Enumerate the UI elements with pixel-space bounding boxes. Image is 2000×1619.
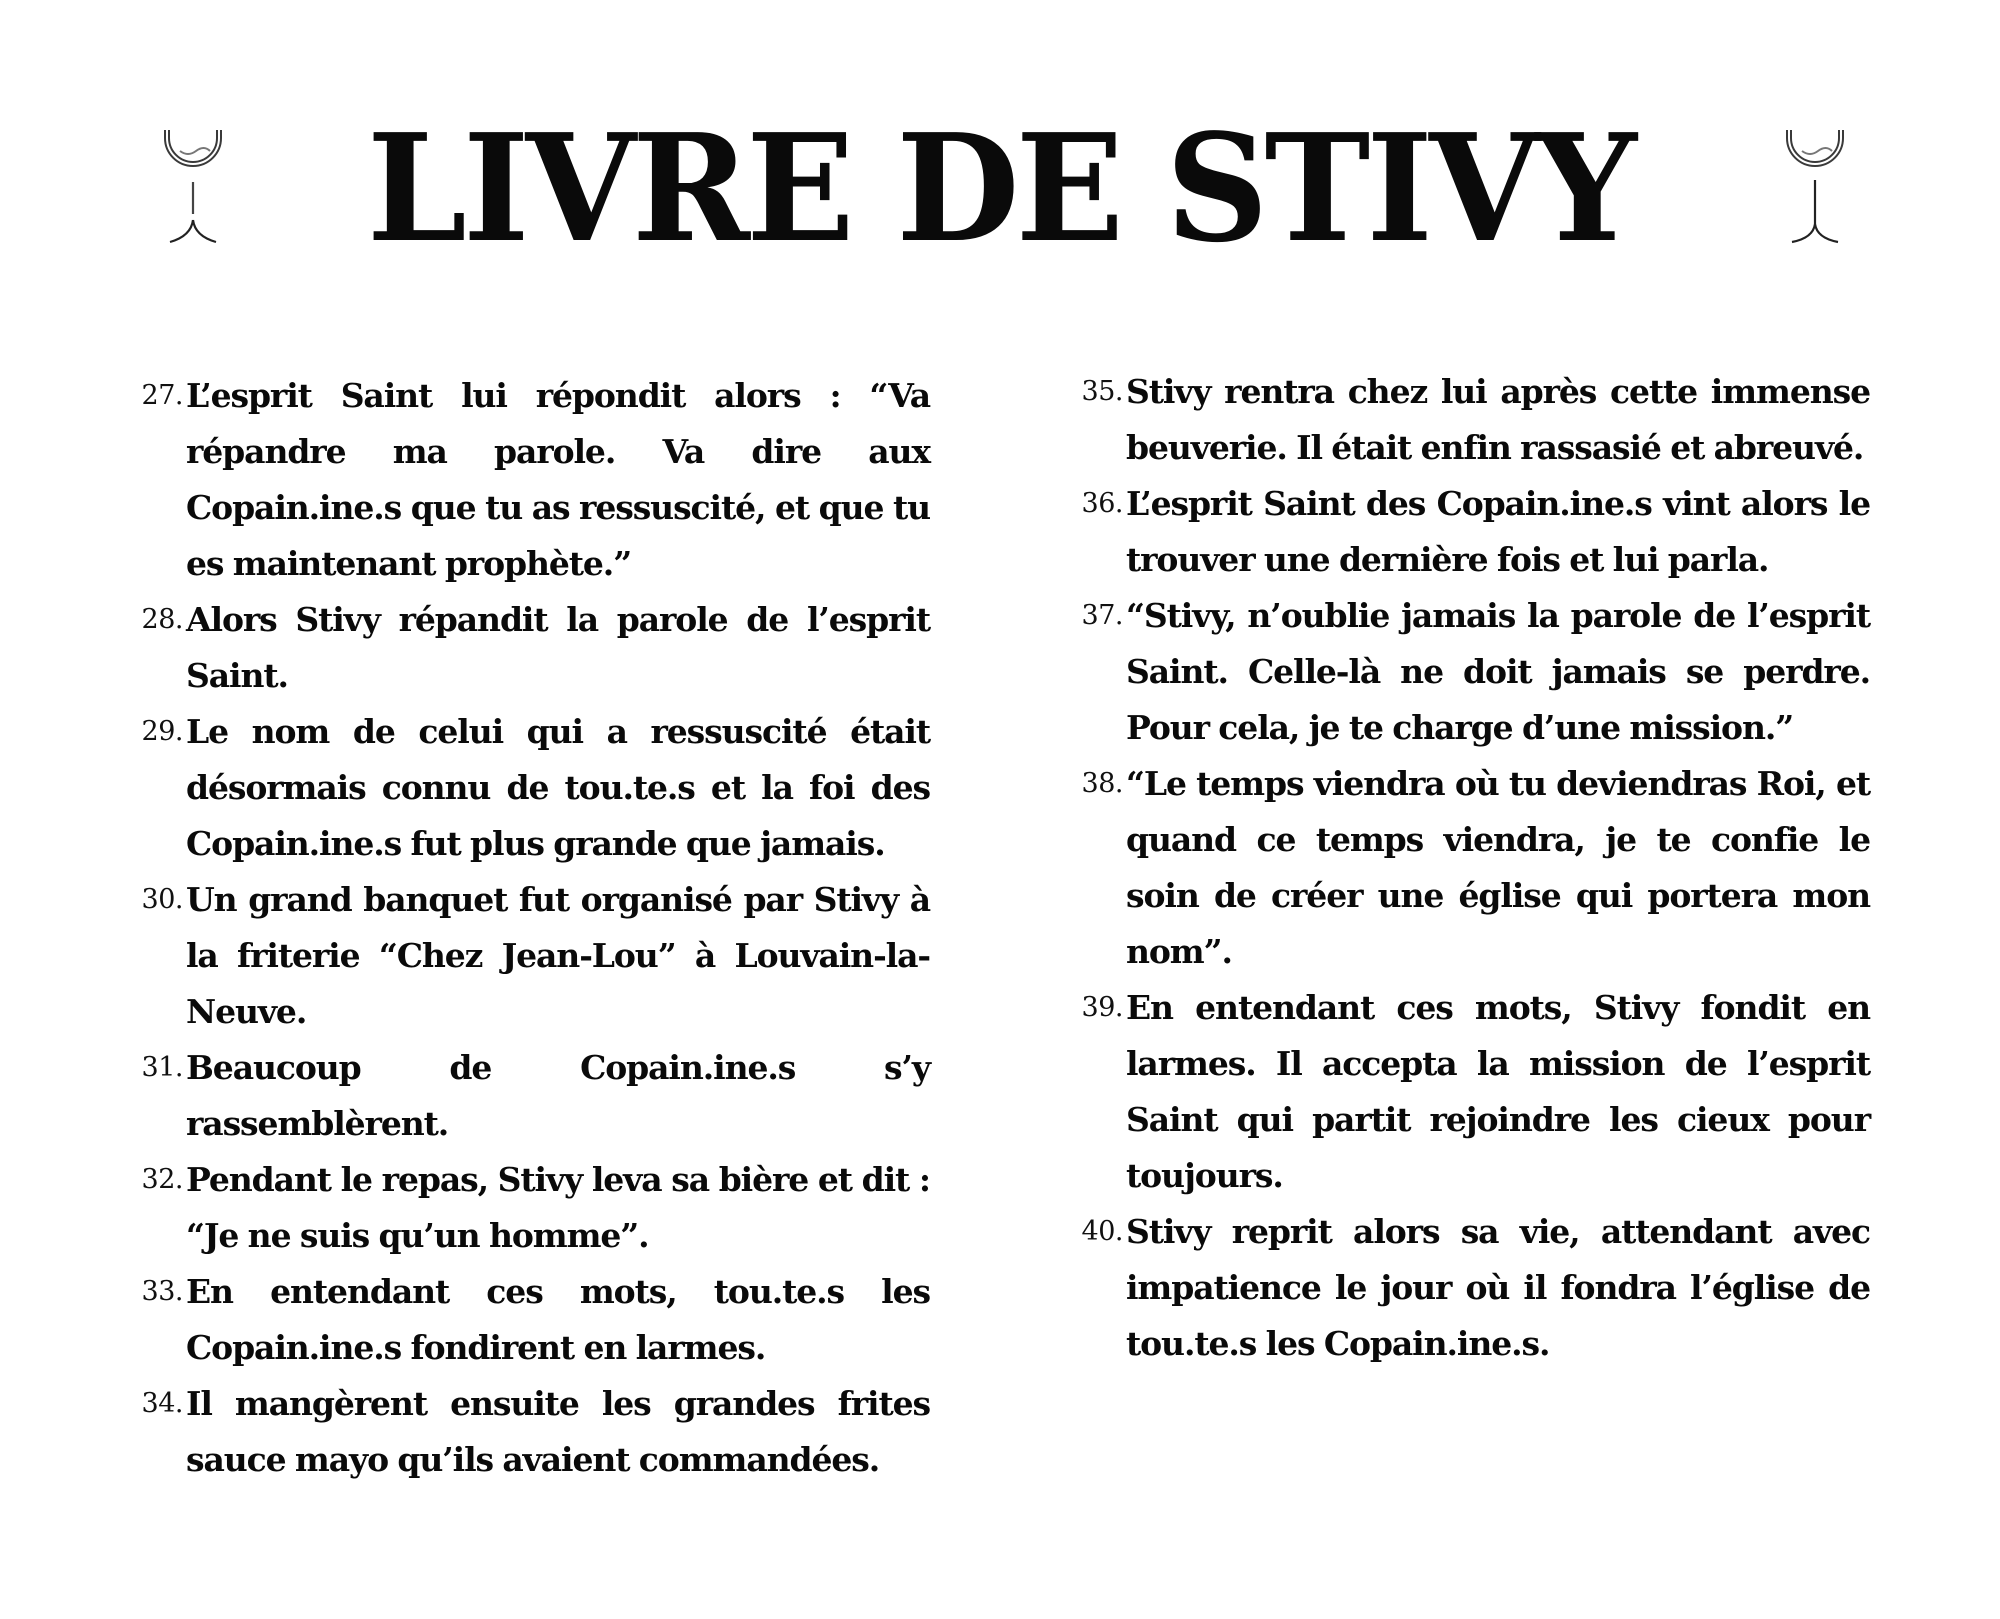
verse-number: 33. bbox=[141, 1276, 183, 1307]
verse-text: Un grand banquet fut organisé par Stivy à la friterie “Chez Jean-Lou” à Louvain-la-Neuve. bbox=[186, 880, 930, 1031]
verse-column-left bbox=[120, 368, 930, 1488]
verse-number: 32. bbox=[141, 1164, 183, 1195]
verse-text: L’esprit Saint des Copain.ine.s vint alors le trouver une dernière fois et lui parla. bbox=[1126, 484, 1870, 579]
verse-text: Stivy rentra chez lui après cette immense beuverie. Il était enfin rassasié et abreuvé. bbox=[1126, 372, 1870, 467]
verse bbox=[120, 1264, 930, 1376]
verse-text: Le nom de celui qui a ressuscité était désormais connu de tou.te.s et la foi des Copain.ine.s fut plus grande que jamais. bbox=[186, 712, 930, 863]
verse-text: L’esprit Saint lui répondit alors : “Va répandre ma parole. Va dire aux Copain.ine.s que tu as ressuscité, et que tu es maintenant prophète.” bbox=[186, 376, 930, 583]
verse bbox=[120, 1376, 930, 1488]
verse-text: “Stivy, n’oublie jamais la parole de l’esprit Saint. Celle-là ne doit jamais se perdre. Pour cela, je te charge d’une mission.” bbox=[1126, 596, 1870, 747]
verse-text: “Le temps viendra où tu deviendras Roi, et quand ce temps viendra, je te confie le soin de créer une église qui portera mon nom”. bbox=[1126, 764, 1870, 971]
verse-number: 38. bbox=[1081, 768, 1123, 799]
verse-text: Alors Stivy répandit la parole de l’esprit Saint. bbox=[186, 600, 930, 695]
verse-column-right bbox=[1060, 364, 1870, 1372]
verse-text: Il mangèrent ensuite les grandes frites sauce mayo qu’ils avaient commandées. bbox=[186, 1384, 930, 1479]
verse bbox=[120, 1040, 930, 1152]
verse bbox=[1060, 980, 1870, 1204]
verse-number: 29. bbox=[141, 716, 183, 747]
verse bbox=[120, 592, 930, 704]
verse bbox=[1060, 364, 1870, 476]
verse bbox=[120, 872, 930, 1040]
verse-number: 27. bbox=[141, 380, 183, 411]
verse bbox=[120, 368, 930, 592]
verse-number: 37. bbox=[1081, 600, 1123, 631]
verse bbox=[120, 704, 930, 872]
verse-number: 35. bbox=[1081, 376, 1123, 407]
verse bbox=[1060, 756, 1870, 980]
verse bbox=[120, 1152, 930, 1264]
verse bbox=[1060, 588, 1870, 756]
verse-text: Stivy reprit alors sa vie, attendant avec impatience le jour où il fondra l’église de tou.te.s les Copain.ine.s. bbox=[1126, 1212, 1870, 1363]
verse bbox=[1060, 1204, 1870, 1372]
verse-number: 28. bbox=[141, 604, 183, 635]
verse-number: 34. bbox=[141, 1388, 183, 1419]
wine-glass-icon bbox=[1780, 128, 1850, 246]
verse-number: 40. bbox=[1081, 1216, 1123, 1247]
verse-number: 36. bbox=[1081, 488, 1123, 519]
verse bbox=[1060, 476, 1870, 588]
verse-text: En entendant ces mots, Stivy fondit en larmes. Il accepta la mission de l’esprit Saint qui partit rejoindre les cieux pour toujours. bbox=[1126, 988, 1870, 1195]
page-title: LIVRE DE STIVY bbox=[366, 101, 1634, 275]
verse-number: 31. bbox=[141, 1052, 183, 1083]
verse-text: Beaucoup de Copain.ine.s s’y rassemblèrent. bbox=[186, 1048, 930, 1143]
verse-text: En entendant ces mots, tou.te.s les Copain.ine.s fondirent en larmes. bbox=[186, 1272, 930, 1367]
verse-number: 30. bbox=[141, 884, 183, 915]
verse-number: 39. bbox=[1081, 992, 1123, 1023]
verse-text: Pendant le repas, Stivy leva sa bière et dit : “Je ne suis qu’un homme”. bbox=[186, 1160, 930, 1255]
